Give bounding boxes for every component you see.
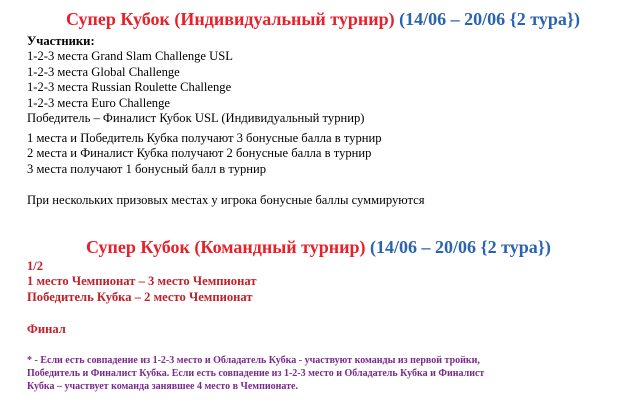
team-tournament-title xyxy=(86,236,551,258)
bonus-rule: 2 места и Финалист Кубка получают 2 бонусные балла в турнир xyxy=(27,146,372,161)
individual-title-text: Супер Кубок (Индивидуальный турнир) xyxy=(66,9,395,29)
participant-item: 1-2-3 места Global Challenge xyxy=(27,64,180,79)
bonus-rule: 3 места получают 1 бонусный балл в турнир xyxy=(27,161,267,176)
team-final xyxy=(27,322,66,337)
semifinal-label: 1/2 xyxy=(27,259,44,273)
bonus-sum-note-text: При нескольких призовых местах у игрока бонусные баллы суммируются xyxy=(27,193,425,207)
semifinal-match: 1 место Чемпионат – 3 место Чемпионат xyxy=(27,274,257,289)
participant-item: Победитель – Финалист Кубок USL (Индивидуальный турнир) xyxy=(27,110,365,125)
bonus-rules xyxy=(27,131,382,177)
final-label: Финал xyxy=(27,322,66,336)
bonus-sum-note xyxy=(27,193,425,208)
team-semifinal xyxy=(27,259,257,305)
individual-title-dates: (14/06 – 20/06 {2 тура}) xyxy=(399,9,580,29)
footnote xyxy=(27,354,627,393)
footnote-line: Кубка – участвует команда занявшее 4 место в Чемпионате. xyxy=(27,381,298,392)
footnote-line: Победитель и Финалист Кубка. Если есть совпадение из 1-2-3 место и Обладатель Кубка и Финалист xyxy=(27,368,485,379)
semifinal-match: Победитель Кубка – 2 место Чемпионат xyxy=(27,289,253,304)
participant-item: 1-2-3 места Grand Slam Challenge USL xyxy=(27,49,233,64)
participant-item: 1-2-3 места Russian Roulette Challenge xyxy=(27,80,232,95)
footnote-line: * - Если есть совпадение из 1-2-3 место и Обладатель Кубка - участвуют команды из первой тройки, xyxy=(27,355,480,366)
participant-item: 1-2-3 места Euro Challenge xyxy=(27,95,170,110)
individual-tournament-title xyxy=(66,8,580,30)
participants-heading: Участники: xyxy=(27,34,95,48)
bonus-rule: 1 места и Победитель Кубка получают 3 бонусные балла в турнир xyxy=(27,131,382,145)
team-title-text: Супер Кубок (Командный турнир) xyxy=(86,237,366,257)
participants-list xyxy=(27,34,364,126)
team-title-dates: (14/06 – 20/06 {2 тура}) xyxy=(370,237,551,257)
